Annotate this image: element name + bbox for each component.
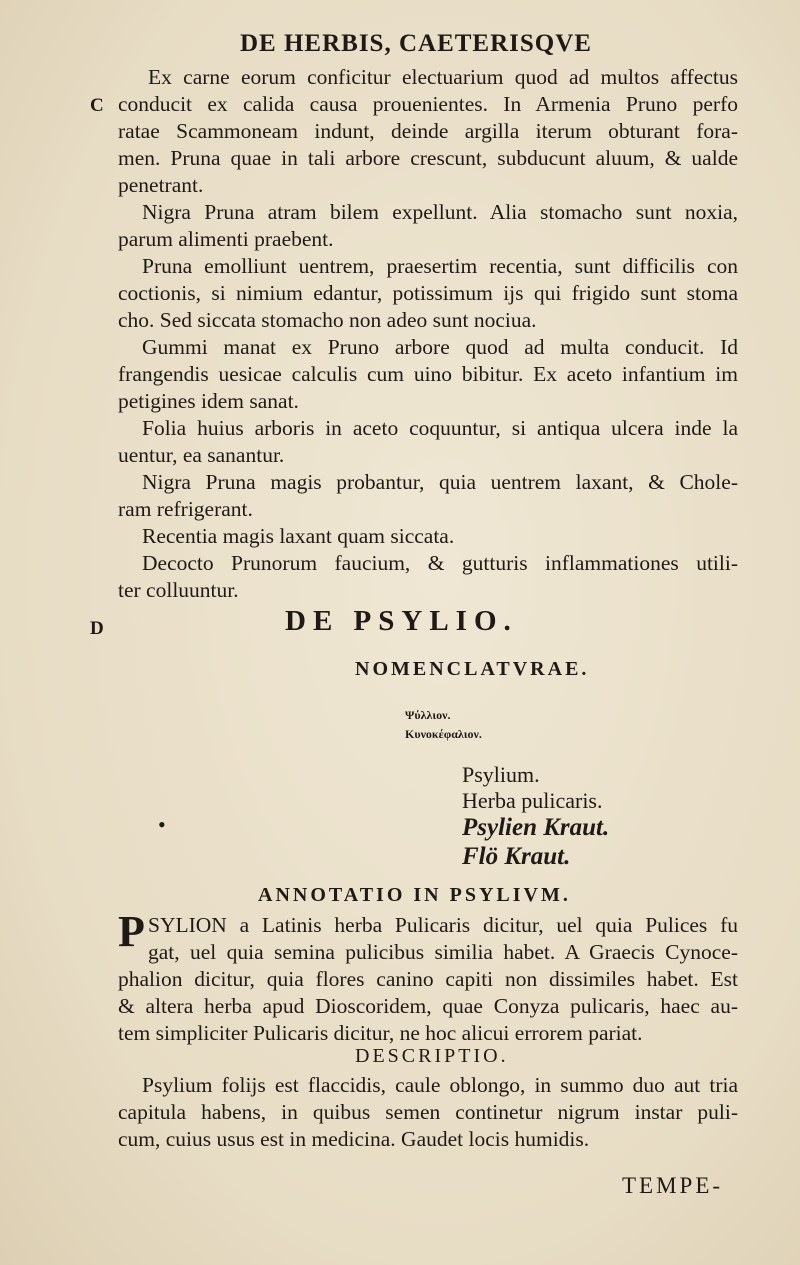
annotatio-text — [118, 939, 738, 1047]
text-line: & altera herba apud Dioscoridem, quae Conyza pulicaris, haec au- — [118, 994, 738, 1018]
text-line: penetrant. — [118, 173, 204, 197]
descriptio-text — [118, 1072, 738, 1153]
margin-letter-d: D — [90, 618, 104, 639]
text-line: capitula habens, in quibus semen continetur nigrum instar puli- — [118, 1100, 738, 1124]
catchword: TEMPE- — [622, 1173, 724, 1198]
drop-cap: P — [118, 907, 145, 956]
text-line: ratae Scammoneam indunt, deinde argilla iterum obturant fora- — [118, 119, 738, 143]
text-line: conducit ex calida causa prouenientes. In Armenia Pruno perfo — [118, 92, 738, 116]
text-line: gat, uel quia semina pulicibus similia habet. A Graecis Cynoce- — [148, 940, 738, 964]
text-line: Ex carne eorum conficitur electuarium quod ad multos affectus — [148, 65, 738, 89]
text-line: ter colluuntur. — [118, 578, 239, 602]
text-line: SYLION a Latinis herba Pulicaris dicitur, uel quia Pulices fu — [148, 913, 738, 937]
german-name: Flö Kraut. — [462, 843, 571, 870]
text-line: Psylium folijs est flaccidis, caule oblongo, in summo duo aut tria — [142, 1073, 738, 1097]
text-line: cho. Sed siccata stomacho non adeo sunt nociua. — [118, 308, 537, 332]
section-title: DE PSYLIO. — [285, 605, 518, 637]
text-line: tem simpliciter Pulicaris dicitur, ne hoc alicui errorem pariat. — [118, 1021, 643, 1045]
german-name: Psylien Kraut. — [462, 814, 610, 841]
greek-name: Ψύλλιον. — [405, 708, 451, 722]
latin-name: Psylium. — [462, 762, 540, 787]
annotatio-heading: ANNOTATIO IN PSYLIVM. — [258, 884, 571, 906]
nomenclature-heading: NOMENCLATVRAE. — [355, 658, 590, 680]
annotatio-first-lines — [148, 912, 738, 939]
descriptio-heading: DESCRIPTIO. — [355, 1045, 509, 1067]
margin-letter-c: C — [90, 95, 104, 116]
ink-dot: • — [158, 812, 166, 837]
text-line: Pruna emolliunt uentrem, praesertim recentia, sunt difficilis con — [142, 254, 738, 278]
text-line: uentur, ea sanantur. — [118, 443, 285, 467]
text-line: coctionis, si nimium edantur, potissimum ijs qui frigido sunt stoma — [118, 281, 738, 305]
running-header: DE HERBIS, CAETERISQVE — [240, 30, 592, 57]
greek-name: Κυνοκέφαλιον. — [405, 727, 482, 741]
text-line: Nigra Pruna magis probantur, quia uentrem laxant, & Chole- — [142, 470, 738, 494]
text-line: frangendis uesicae calculis cum uino bibitur. Ex aceto infantium im — [118, 362, 738, 386]
text-line: Nigra Pruna atram bilem expellunt. Alia stomacho sunt noxia, — [142, 200, 738, 224]
latin-name: Herba pulicaris. — [462, 788, 603, 813]
text-line: phalion dicitur, quia flores canino capiti non dissimiles habet. Est — [118, 967, 738, 991]
text-line: ram refrigerant. — [118, 497, 253, 521]
text-line: Recentia magis laxant quam siccata. — [142, 524, 455, 548]
text-line: parum alimenti praebent. — [118, 227, 334, 251]
text-line: cum, cuius usus est in medicina. Gaudet locis humidis. — [118, 1127, 590, 1151]
text-line: Gummi manat ex Pruno arbore quod ad multa conducit. Id — [142, 335, 738, 359]
text-line: petigines idem sanat. — [118, 389, 299, 413]
text-line: men. Pruna quae in tali arbore crescunt, subducunt aluum, & ualde — [118, 146, 738, 170]
text-line: Folia huius arboris in aceto coquuntur, si antiqua ulcera inde la — [142, 416, 738, 440]
text-line: Decocto Prunorum faucium, & gutturis inflammationes utili- — [142, 551, 738, 575]
main-text-block — [118, 64, 738, 604]
